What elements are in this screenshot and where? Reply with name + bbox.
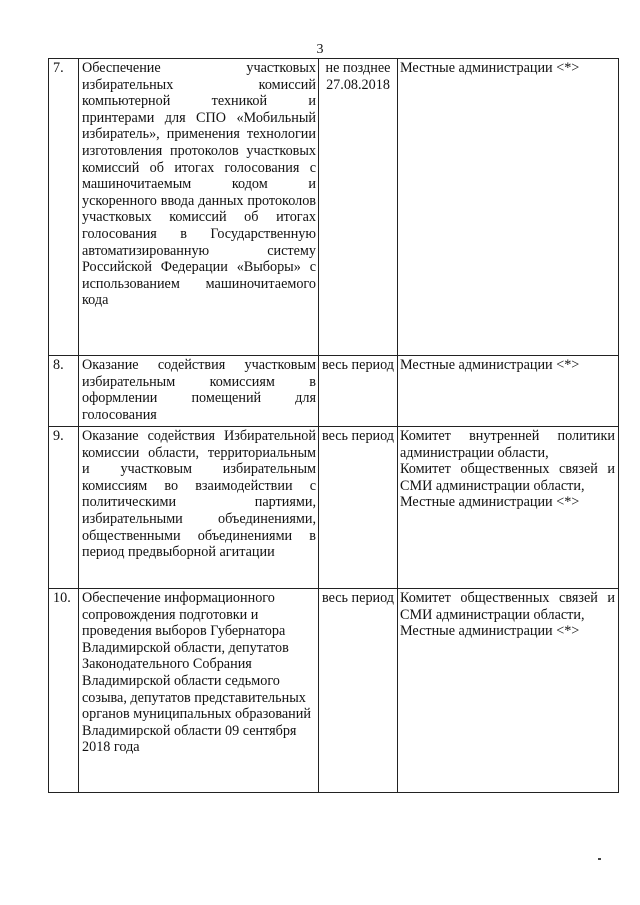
responsible-line: Местные администрации <*> [400, 623, 580, 640]
responsible [398, 59, 619, 356]
table-row [49, 356, 619, 427]
deadline: не позднее 27.08.2018 [319, 59, 398, 356]
table-row [49, 427, 619, 589]
scan-speck [598, 858, 601, 860]
responsible-line: Местные администрации <*> [400, 494, 580, 511]
page-number: 3 [316, 42, 324, 57]
deadline: весь период [319, 589, 398, 793]
responsible-line: Местные администрации <*> [400, 60, 580, 76]
measures-table [48, 58, 619, 793]
table-row [49, 59, 619, 356]
responsible-line: Комитет общественных связей и СМИ администрации области, [400, 590, 615, 623]
responsible-line: Комитет общественных связей и СМИ администрации области, [400, 461, 615, 494]
deadline: весь период [319, 427, 398, 589]
responsible [398, 589, 619, 793]
row-number: 9. [49, 427, 79, 589]
task-description: Обеспечение информационного сопровождения подготовки и проведения выборов Губернатора Владимирской области, депутатов Законодательного Собрания Владимирской области седьмого созыва, депутатов представительных органов муниципальных образований Владимирской области 09 сентября 2018 года [79, 589, 319, 793]
task-description: Оказание содействия Избирательной комиссии области, территориальным и участковым избирательным комиссиям во взаимодействии с политическими партиями, избирательными объединениями, общественными объединениями в период предвыборной агитации [79, 427, 319, 589]
responsible-line: Местные администрации <*> [400, 357, 580, 373]
deadline: весь период [319, 356, 398, 427]
responsible-line: Комитет внутренней политики администрации области, [400, 428, 615, 461]
task-description: Оказание содействия участковым избирательным комиссиям в оформлении помещений для голосования [79, 356, 319, 427]
task-description: Обеспечение участковых избирательных комиссий компьютерной техникой и принтерами для СПО «Мобильный избиратель», применения технологии изготовления протоколов участковых комиссий об итогах голосования с машиночитаемым кодом и ускоренного ввода данных протоколов участковых комиссий об итогах голосования в Государственную автоматизированную систему Российской Федерации «Выборы» с использованием машиночитаемого кода [79, 59, 319, 356]
row-number: 10. [49, 589, 79, 793]
row-number: 8. [49, 356, 79, 427]
row-number: 7. [49, 59, 79, 356]
table-row [49, 589, 619, 793]
responsible [398, 356, 619, 427]
responsible [398, 427, 619, 589]
